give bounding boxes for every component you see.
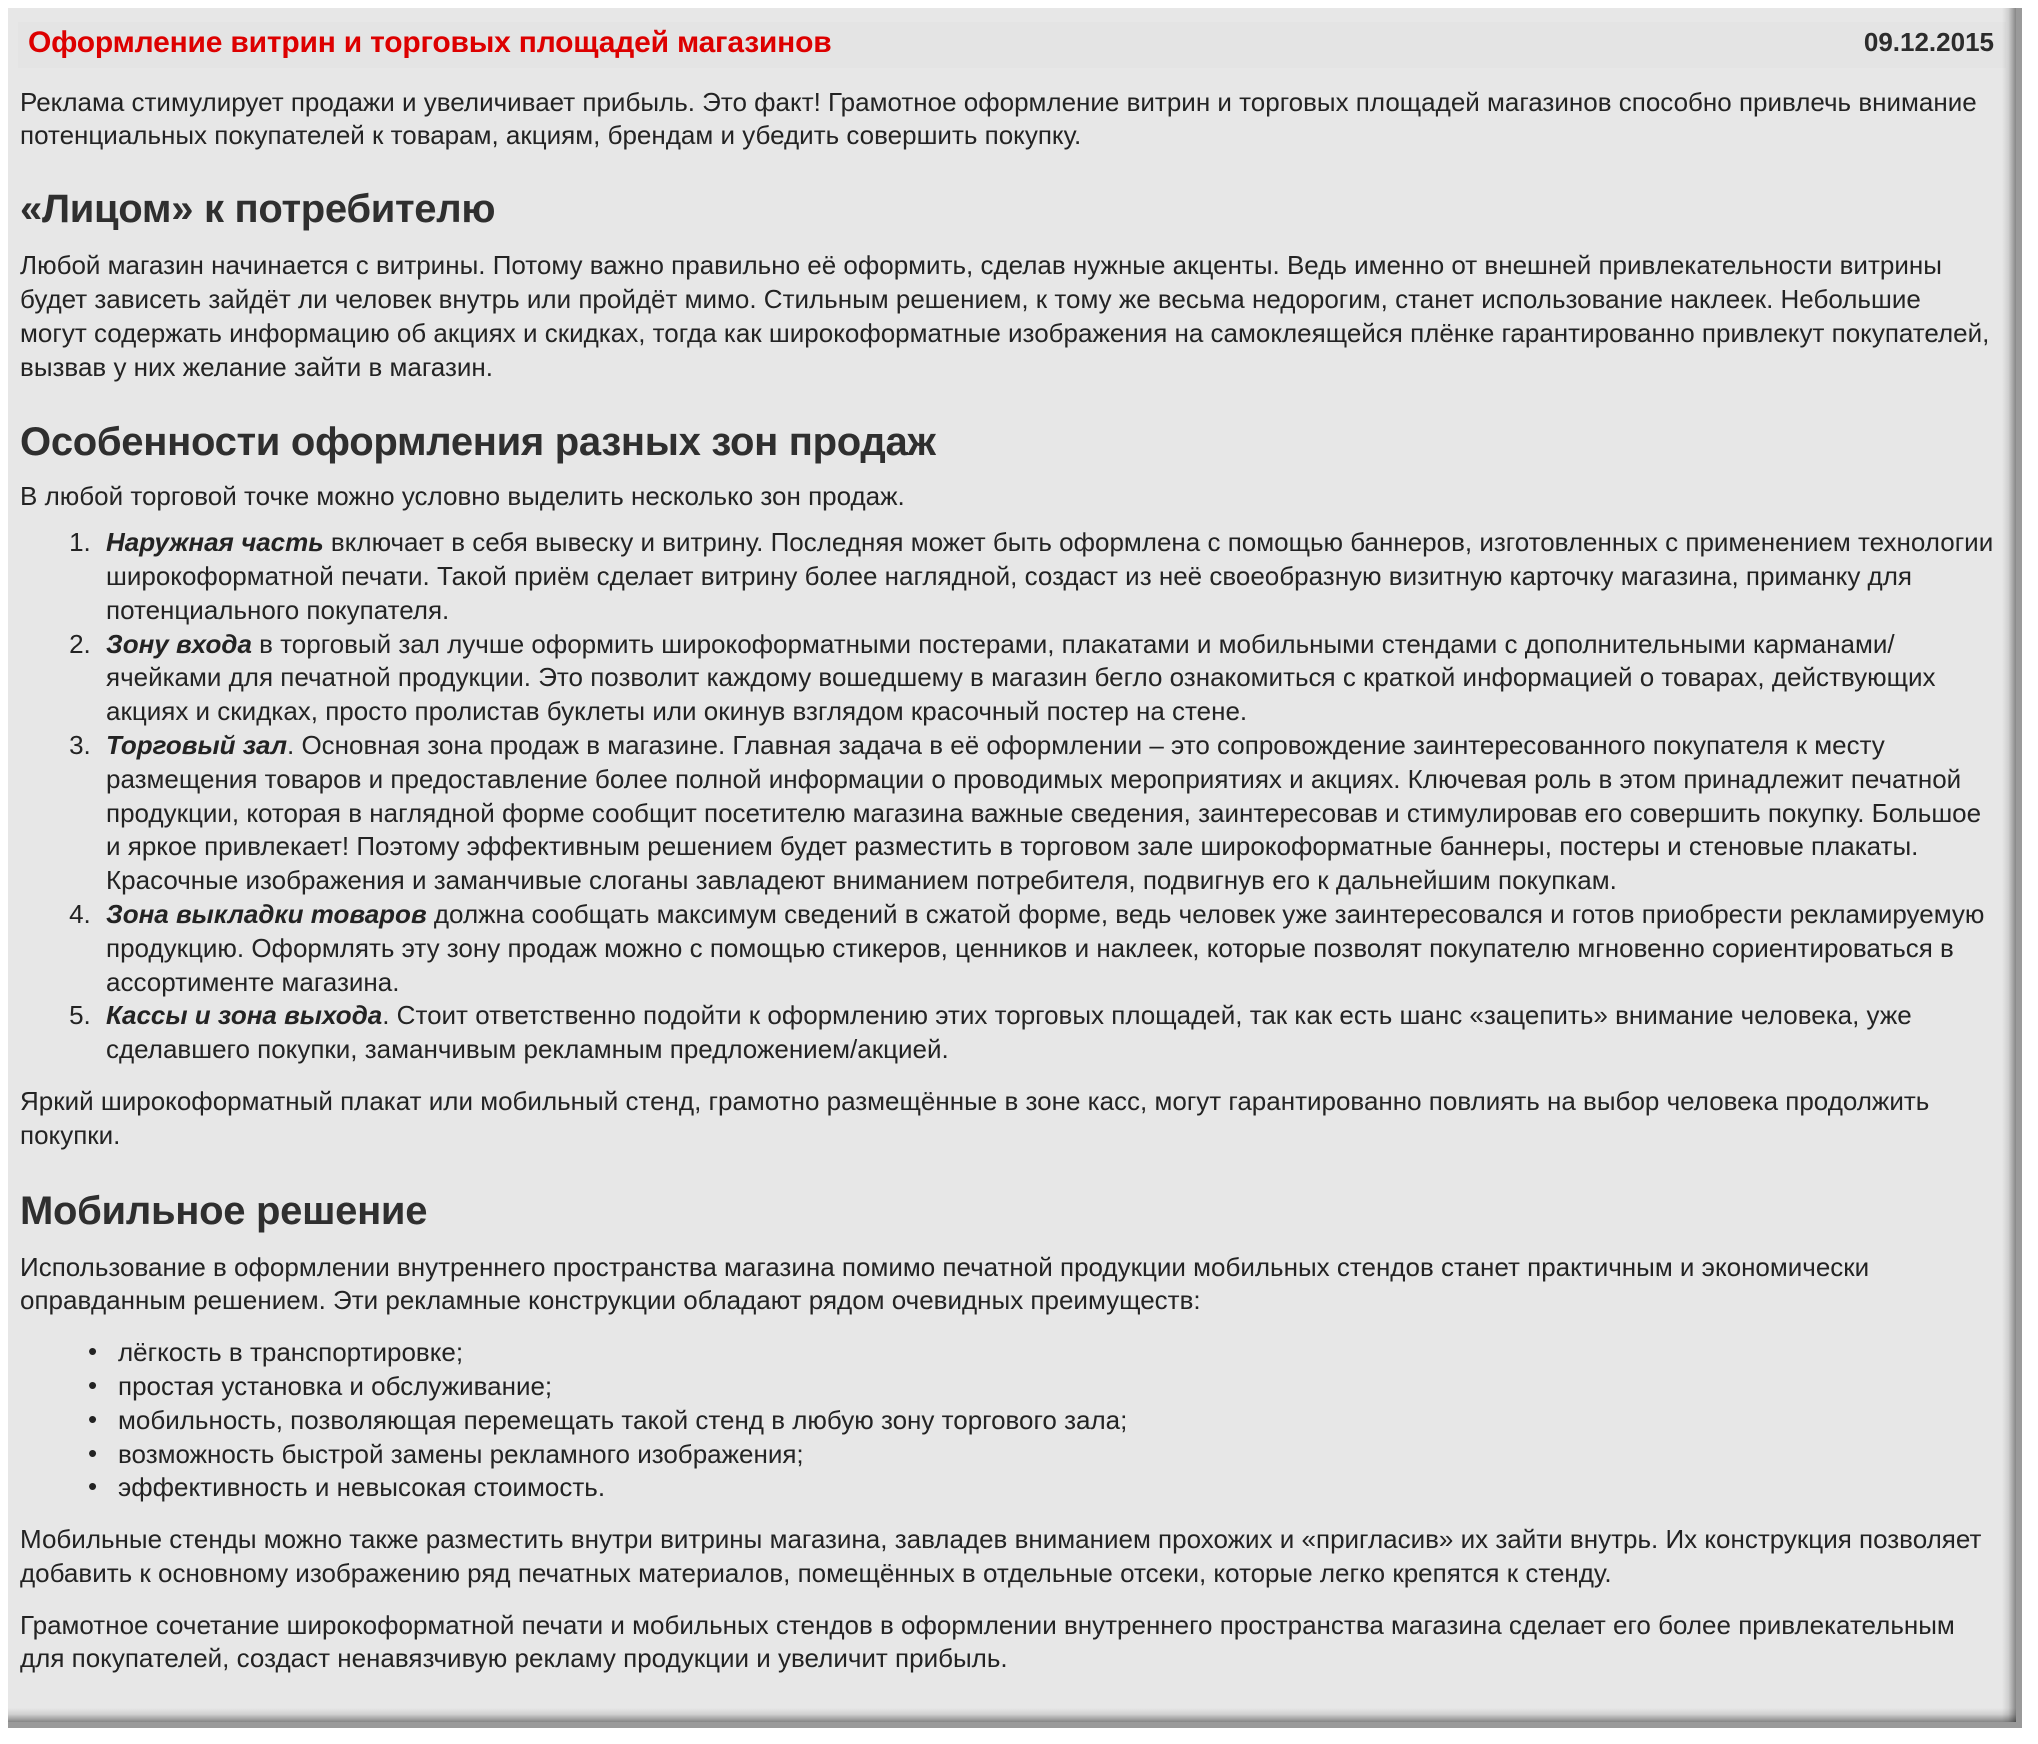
document-body [8, 86, 2016, 1677]
mobile-paragraph-two: Грамотное сочетание широкоформатной печати и мобильных стендов в оформлении внутреннего пространства магазина сделает его более привлекательным для покупателей, создаст ненавязчивую рекламу продукции и увеличит прибыль. [20, 1609, 1955, 1674]
list-item-text: в торговый зал лучше оформить широкоформатными постерами, плакатами и мобильными стендами с дополнительными карманами/ячейками для печатной продукции. Это позволит каждому вошедшему в магазин бегло ознакомиться с краткой информацией о товарах, действующих акциях и скидках, просто пролистав буклеты или окинув взглядом красочный постер на стене. [106, 628, 1936, 727]
list-item-text: . Стоит ответственно подойти к оформлению этих торговых площадей, так как есть шанс «зацепить» внимание человека, уже сделавшего покупки, заманчивым рекламным предложением/акцией. [106, 1000, 1912, 1065]
list-item-text: . Основная зона продаж в магазине. Главная задача в её оформлении – это сопровождение заинтересованного покупателя к месту размещения товаров и предоставление более полной информации о проводимых мероприятиях и акциях. Ключевая роль в этом принадлежит печатной продукции, которая в наглядной форме сообщит посетителю магазина важные сведения, заинтересовав и стимулировав его совершить покупку. Большое и яркое привлекает! Поэтому эффективным решением будет разместить в торговом зале широкоформатные баннеры, постеры и стеновые плакаты. Красочные изображения и заманчивые слоганы завладеют вниманием потребителя, подвигнув его к дальнейшим покупкам. [106, 729, 1982, 896]
zones-intro-paragraph: В любой торговой точке можно условно выделить несколько зон продаж. [20, 481, 905, 512]
list-item-lead: Наружная часть [106, 527, 324, 558]
list-item-text: включает в себя вывеску и витрину. Последняя может быть оформлена с помощью баннеров, изготовленных с применением технологии широкоформатной печати. Такой приём сделает витрину более наглядной, создаст из неё своеобразную визитную карточку магазина, приманку для потенциального покупателя. [106, 527, 1994, 625]
mobile-intro-paragraph: Использование в оформлении внутреннего пространства магазина помимо печатной продукции мобильных стендов станет практичным и экономически оправданным решением. Эти рекламные конструкции обладают рядом очевидных преимуществ: [20, 1251, 1870, 1316]
zones-list [20, 526, 1994, 1067]
consumer-paragraph: Любой магазин начинается с витрины. Потому важно правильно её оформить, сделав нужные акценты. Ведь именно от внешней привлекательности витрины будет зависеть зайдёт ли человек внутрь или пройдёт мимо. Стильным решением, к тому же весьма недорогим, станет использование наклеек. Небольшие могут содержать информацию об акциях и скидках, тогда как широкоформатные изображения на самоклеящейся плёнке гарантированно привлекут покупателей, вызвав у них желание зайти в магазин. [20, 250, 1990, 382]
page-edge-shadow-bottom [8, 1708, 2016, 1722]
list-item [98, 999, 1994, 1067]
heading-zones: Особенности оформления разных зон продаж [20, 420, 936, 465]
list-item [98, 729, 1994, 898]
list-item [98, 526, 1994, 627]
list-item: • мобильность, позволяющая перемещать такой стенд в любую зону торгового зала; [116, 1404, 1994, 1438]
mobile-paragraph-one: Мобильные стенды можно также разместить внутри витрины магазина, завладев вниманием прохожих и «пригласив» их зайти внутрь. Их конструкция позволяет добавить к основному изображению ряд печатных материалов, помещённых в отдельные отсеки, которые легко крепятся к стенду. [20, 1524, 1982, 1588]
list-item-lead: Торговый зал [106, 729, 287, 760]
list-item [98, 628, 1994, 729]
zones-closing-paragraph: Яркий широкоформатный плакат или мобильный стенд, грамотно размещённые в зоне касс, могут гарантированно повлиять на выбор человека продолжить покупки. [20, 1085, 1930, 1150]
heading-consumer: «Лицом» к потребителю [20, 187, 496, 232]
benefits-list [20, 1336, 1994, 1505]
list-item [98, 898, 1994, 999]
intro-paragraph: Реклама стимулирует продажи и увеличивает прибыль. Это факт! Грамотное оформление витрин и торговых площадей магазинов способно привлечь внимание потенциальных покупателей к товарам, акциям, брендам и убедить совершить покупку. [20, 86, 1977, 151]
list-item-lead: Зону входа [106, 628, 252, 659]
list-item: • лёгкость в транспортировке; [116, 1336, 1994, 1370]
publication-date: 09.12.2015 [1863, 27, 1994, 58]
document-header [18, 22, 2006, 68]
list-item: • эффективность и невысокая стоимость. [116, 1471, 1994, 1505]
heading-mobile: Мобильное решение [20, 1188, 428, 1233]
list-item: • простая установка и обслуживание; [116, 1370, 1994, 1404]
page-title: Оформление витрин и торговых площадей магазинов [28, 26, 832, 59]
list-item: • возможность быстрой замены рекламного изображения; [116, 1438, 1994, 1472]
list-item-text: должна сообщать максимум сведений в сжатой форме, ведь человек уже заинтересовался и готов приобрести рекламируемую продукцию. Оформлять эту зону продаж можно с помощью стикеров, ценников и наклеек, которые позволят покупателю мгновенно сориентироваться в ассортименте магазина. [106, 898, 1985, 997]
document-page [8, 8, 2022, 1728]
list-item-lead: Кассы и зона выхода [106, 1000, 383, 1031]
list-item-lead: Зона выкладки товаров [106, 898, 427, 929]
